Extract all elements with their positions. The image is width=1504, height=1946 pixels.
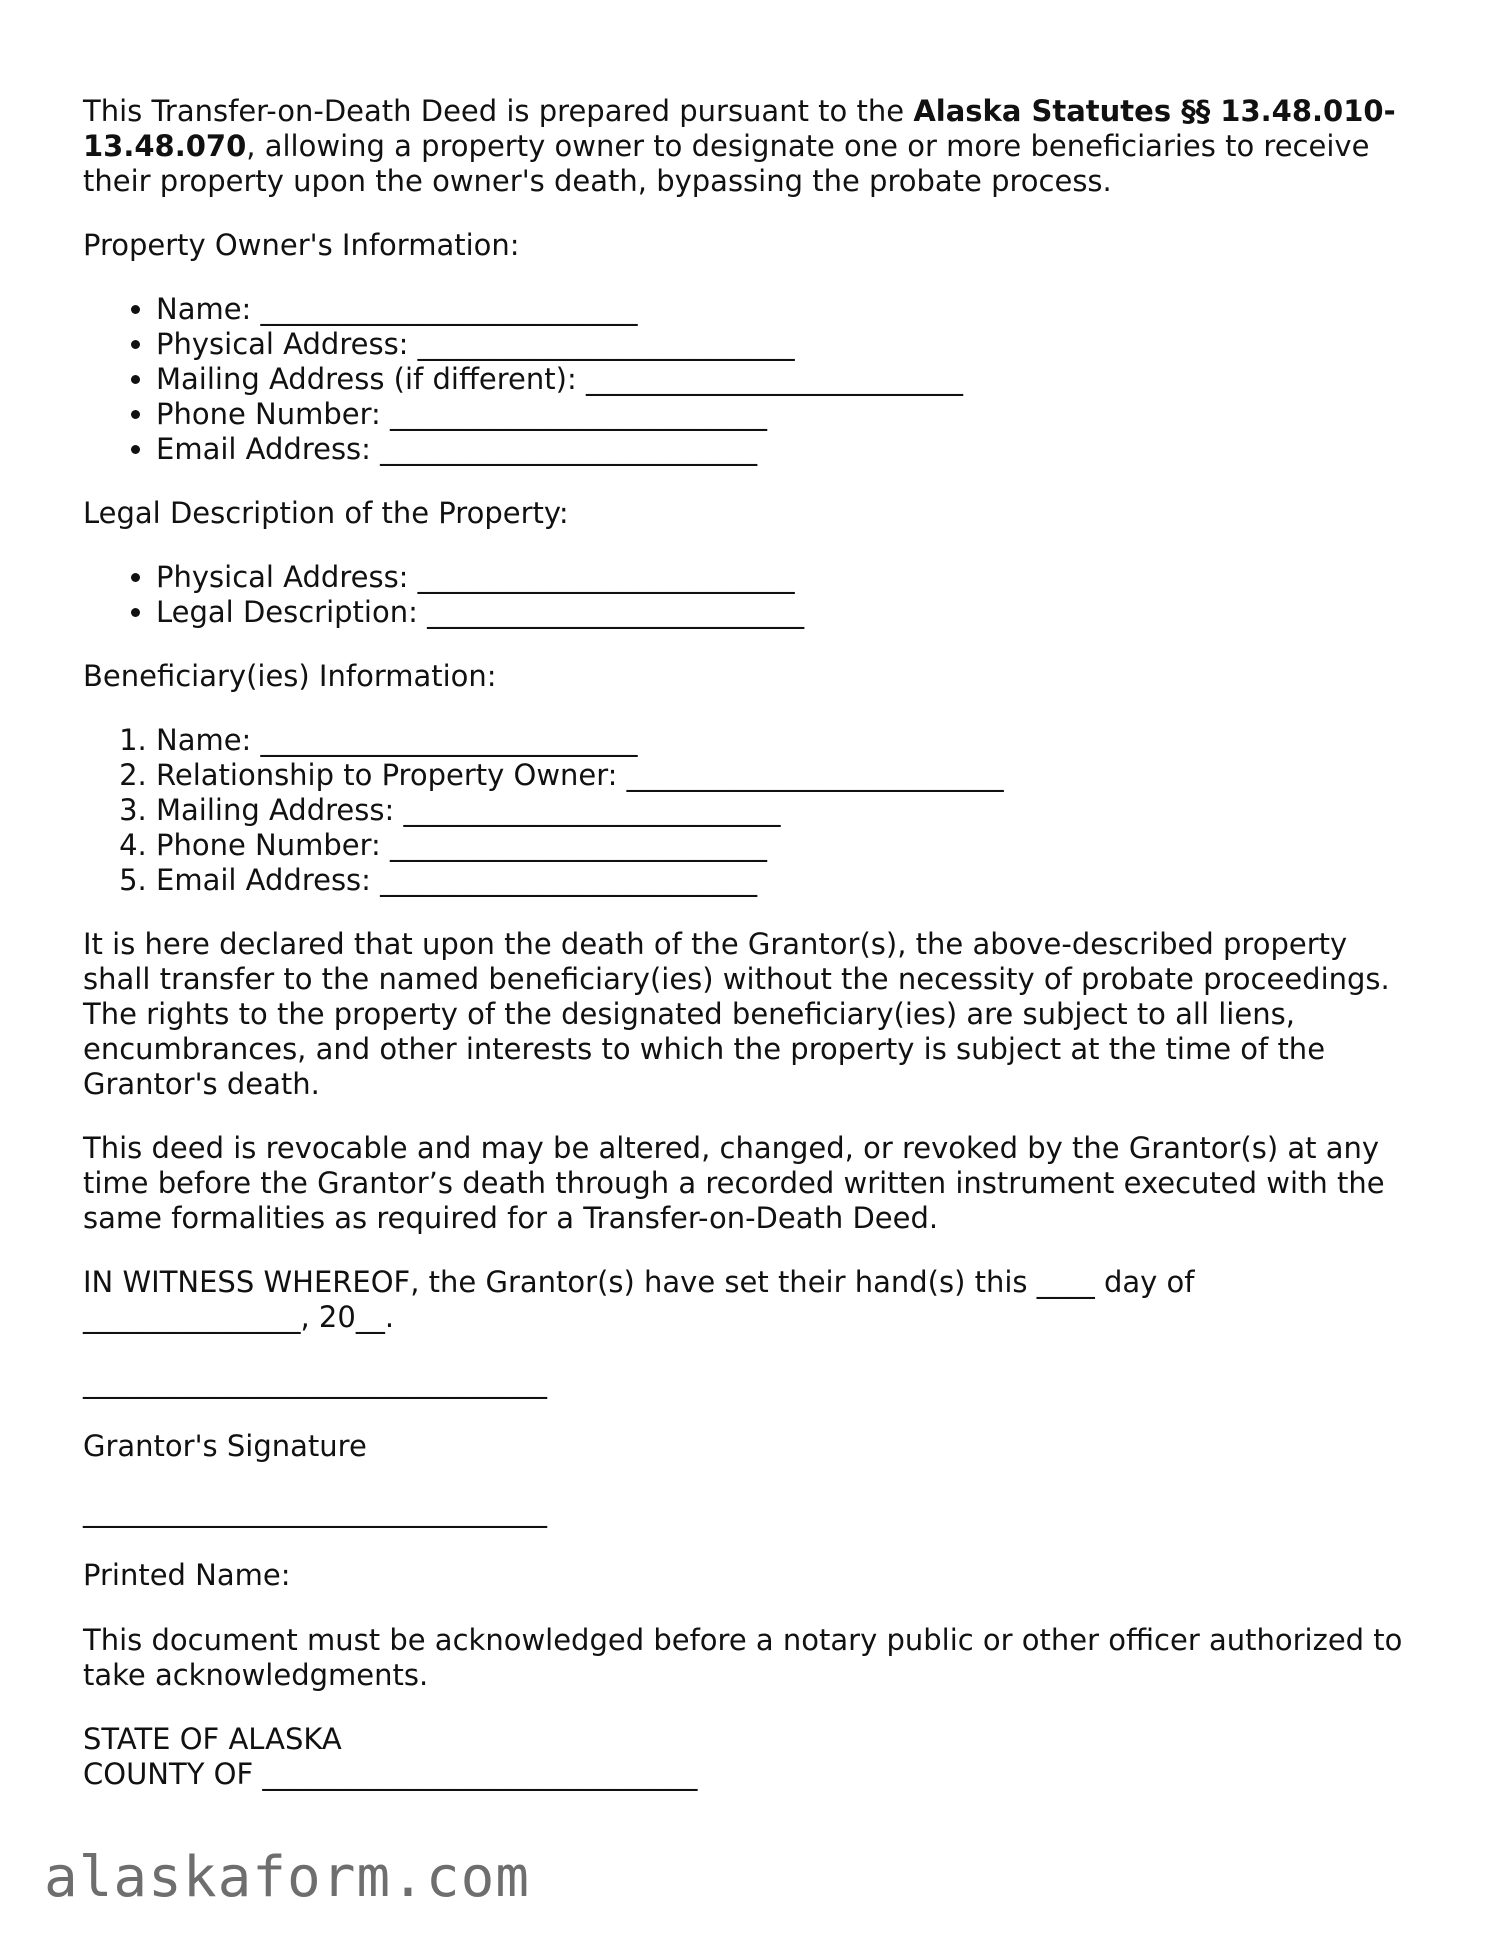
site-watermark: alaskaform.com — [44, 1845, 531, 1910]
owner-name-blank[interactable]: __________________________ — [260, 292, 638, 326]
property-physical-address-item — [156, 560, 1423, 595]
beneficiary-relationship-blank[interactable]: __________________________ — [626, 758, 1004, 792]
witness-clause: IN WITNESS WHEREOF, the Grantor(s) have set their hand(s) this ____ day of _______________, 20__. — [83, 1265, 1195, 1334]
declaration-paragraph: It is here declared that upon the death of the Grantor(s), the above-described property shall transfer to the named beneficiary(ies) without the necessity of probate proceedings. The rights to the property of the designated beneficiary(ies) are subject to all liens, encumbrances, and other interests to which the property is subject at the time of the Grantor's death. — [83, 927, 1390, 1101]
beneficiary-mailing-address-blank[interactable]: __________________________ — [403, 793, 781, 827]
field-label: Mailing Address (if different): — [156, 362, 586, 396]
beneficiary-email-blank[interactable]: __________________________ — [380, 863, 758, 897]
statute-reference: Alaska Statutes §§ 13.48.010-13.48.070 — [83, 94, 1396, 163]
field-label: Legal Description: — [156, 595, 428, 629]
property-legal-description-item — [156, 595, 1423, 630]
beneficiary-email-item — [156, 863, 1423, 898]
beneficiary-phone-item — [156, 828, 1423, 863]
owner-email-blank[interactable]: __________________________ — [380, 432, 758, 466]
beneficiary-relationship-item — [156, 758, 1423, 793]
intro-text-after: , allowing a property owner to designate one or more beneficiaries to receive their property upon the owner's death, bypassing the probate process. — [83, 129, 1370, 198]
owner-phone-item — [156, 397, 1423, 432]
deed-document — [83, 94, 1423, 1792]
grantor-signature-line[interactable]: ________________________________ — [83, 1365, 547, 1399]
field-label: Phone Number: — [156, 828, 391, 862]
intro-paragraph — [83, 94, 1423, 199]
property-physical-address-blank[interactable]: __________________________ — [417, 560, 795, 594]
county-label: COUNTY OF — [83, 1757, 263, 1791]
beneficiary-section-heading: Beneficiary(ies) Information: — [83, 659, 497, 693]
state-county-block — [83, 1722, 1423, 1792]
notary-note: This document must be acknowledged before a notary public or other officer authorized to take acknowledgments. — [83, 1623, 1403, 1692]
owner-phone-blank[interactable]: __________________________ — [390, 397, 768, 431]
property-legal-description-blank[interactable]: __________________________ — [427, 595, 805, 629]
county-line — [83, 1757, 1423, 1792]
state-label: STATE OF ALASKA — [83, 1722, 342, 1756]
beneficiary-mailing-address-item — [156, 793, 1423, 828]
property-section-heading: Legal Description of the Property: — [83, 496, 569, 530]
county-blank[interactable]: ______________________________ — [262, 1757, 698, 1791]
owner-mailing-address-blank[interactable]: __________________________ — [585, 362, 963, 396]
printed-name-label: Printed Name: — [83, 1558, 291, 1592]
owner-physical-address-blank[interactable]: __________________________ — [417, 327, 795, 361]
owner-physical-address-item — [156, 327, 1423, 362]
grantor-signature-label: Grantor's Signature — [83, 1429, 367, 1463]
field-label: Physical Address: — [156, 560, 418, 594]
field-label: Name: — [156, 292, 261, 326]
beneficiary-info-list — [83, 723, 1423, 898]
beneficiary-phone-blank[interactable]: __________________________ — [390, 828, 768, 862]
field-label: Phone Number: — [156, 397, 391, 431]
printed-name-line[interactable]: ________________________________ — [83, 1494, 547, 1528]
beneficiary-name-item — [156, 723, 1423, 758]
owner-name-item — [156, 292, 1423, 327]
field-label: Email Address: — [156, 863, 381, 897]
owner-section-heading: Property Owner's Information: — [83, 228, 520, 262]
beneficiary-name-blank[interactable]: __________________________ — [260, 723, 638, 757]
owner-mailing-address-item — [156, 362, 1423, 397]
field-label: Physical Address: — [156, 327, 418, 361]
field-label: Relationship to Property Owner: — [156, 758, 627, 792]
owner-info-list — [83, 292, 1423, 467]
field-label: Email Address: — [156, 432, 381, 466]
intro-text-before: This Transfer-on-Death Deed is prepared pursuant to the — [83, 94, 914, 128]
field-label: Mailing Address: — [156, 793, 404, 827]
owner-email-item — [156, 432, 1423, 467]
property-info-list — [83, 560, 1423, 630]
revocation-paragraph: This deed is revocable and may be altered, changed, or revoked by the Grantor(s) at any time before the Grantor’s death through a recorded written instrument executed with the same formalities as required for a Transfer-on-Death Deed. — [83, 1131, 1385, 1235]
field-label: Name: — [156, 723, 261, 757]
